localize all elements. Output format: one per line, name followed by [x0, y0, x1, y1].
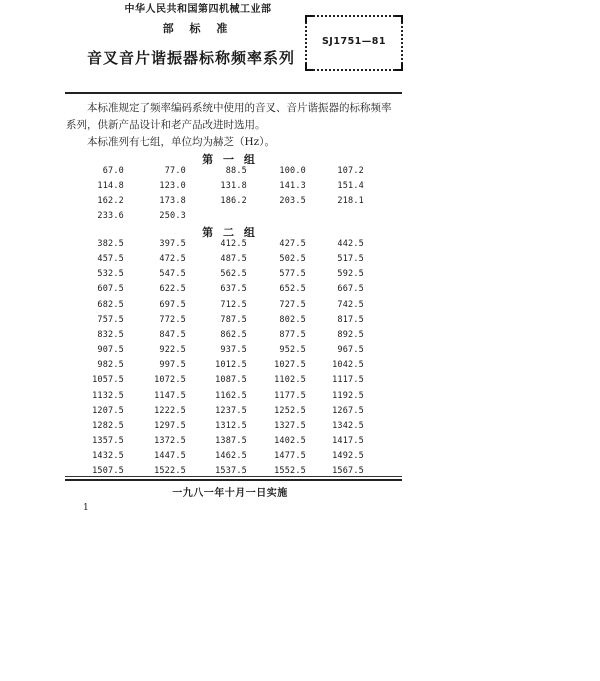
table-row: [0, 345, 600, 360]
standard-code-box: [305, 15, 403, 71]
frequency-cell: 162.2: [97, 196, 124, 207]
frequency-cell: 622.5: [159, 284, 186, 295]
frequency-cell: 1177.5: [274, 390, 306, 401]
header-rule: [65, 92, 402, 94]
table-row: [0, 391, 600, 406]
frequency-cell: 397.5: [159, 239, 186, 249]
table-row: [0, 284, 600, 299]
frequency-cell: 967.5: [337, 345, 364, 356]
frequency-cell: 233.6: [97, 211, 124, 222]
frequency-cell: 577.5: [279, 269, 306, 280]
frequency-cell: 637.5: [220, 284, 247, 295]
frequency-cell: 1237.5: [215, 405, 247, 416]
frequency-cell: 218.1: [337, 196, 364, 207]
frequency-cell: 1102.5: [274, 375, 306, 386]
frequency-cell: 1432.5: [92, 451, 124, 462]
frequency-cell: 1462.5: [215, 451, 247, 462]
frequency-cell: 652.5: [279, 284, 306, 295]
frequency-cell: 1132.5: [92, 390, 124, 401]
footer-rule: [65, 476, 402, 477]
table-row: [0, 239, 600, 254]
frequency-cell: 877.5: [279, 329, 306, 340]
frequency-cell: 412.5: [220, 239, 247, 249]
table-row: [0, 269, 600, 284]
frequency-cell: 1192.5: [332, 390, 364, 401]
frequency-cell: 712.5: [220, 299, 247, 310]
table-row: [0, 330, 600, 345]
corner-mark: [395, 63, 403, 71]
frequency-cell: 1312.5: [215, 420, 247, 431]
units-paragraph: [66, 134, 406, 151]
frequency-cell: 1162.5: [215, 390, 247, 401]
frequency-cell: 832.5: [97, 329, 124, 340]
frequency-cell: 1372.5: [154, 435, 186, 446]
frequency-cell: 982.5: [97, 360, 124, 371]
intro-paragraph: [66, 100, 406, 134]
intro-line-2: 系列，供新产品设计和老产品改进时选用。: [66, 119, 266, 131]
footer-rule-2: [65, 479, 402, 481]
frequency-cell: 88.5: [225, 166, 247, 176]
frequency-cell: 1042.5: [332, 360, 364, 371]
frequency-cell: 100.0: [279, 166, 306, 176]
standard-type: 部 标 准: [162, 22, 234, 35]
table-row: [0, 196, 600, 211]
effective-date: 一九八一年十月一日实施: [172, 488, 288, 499]
table-row: [0, 254, 600, 269]
frequency-cell: 173.8: [159, 196, 186, 207]
frequency-cell: 907.5: [97, 345, 124, 356]
table-row: [0, 421, 600, 436]
frequency-cell: 787.5: [220, 314, 247, 325]
frequency-cell: 250.3: [159, 211, 186, 222]
frequency-cell: 922.5: [159, 345, 186, 356]
frequency-cell: 457.5: [97, 254, 124, 265]
corner-mark: [305, 63, 313, 71]
frequency-cell: 547.5: [159, 269, 186, 280]
frequency-cell: 1342.5: [332, 420, 364, 431]
frequency-cell: 1387.5: [215, 435, 247, 446]
table-row: [0, 360, 600, 375]
frequency-cell: 1447.5: [154, 451, 186, 462]
frequency-cell: 592.5: [337, 269, 364, 280]
frequency-cell: 517.5: [337, 254, 364, 265]
frequency-cell: 757.5: [97, 314, 124, 325]
frequency-cell: 382.5: [97, 239, 124, 249]
group-2-title: 第 二 组: [202, 226, 258, 239]
frequency-cell: 1222.5: [154, 405, 186, 416]
frequency-cell: 141.3: [279, 181, 306, 192]
corner-mark: [305, 15, 313, 23]
intro-line-1: 本标准规定了频率编码系统中使用的音叉、音片谐振器的标称频率: [87, 102, 392, 114]
frequency-cell: 1117.5: [332, 375, 364, 386]
frequency-cell: 1027.5: [274, 360, 306, 371]
frequency-cell: 847.5: [159, 329, 186, 340]
frequency-cell: 1057.5: [92, 375, 124, 386]
frequency-cell: 1567.5: [332, 466, 364, 477]
frequency-cell: 1552.5: [274, 466, 306, 477]
frequency-cell: 1327.5: [274, 420, 306, 431]
frequency-cell: 532.5: [97, 269, 124, 280]
frequency-cell: 1492.5: [332, 451, 364, 462]
frequency-cell: 502.5: [279, 254, 306, 265]
frequency-cell: 802.5: [279, 314, 306, 325]
frequency-cell: 682.5: [97, 299, 124, 310]
page-number: 1: [83, 503, 89, 513]
document-title: 音叉音片谐振器标称频率系列: [86, 49, 295, 67]
frequency-cell: 114.8: [97, 181, 124, 192]
frequency-cell: 427.5: [279, 239, 306, 249]
table-row: [0, 181, 600, 196]
frequency-cell: 1012.5: [215, 360, 247, 371]
frequency-cell: 131.8: [220, 181, 247, 192]
frequency-cell: 1072.5: [154, 375, 186, 386]
frequency-cell: 1537.5: [215, 466, 247, 477]
table-row: [0, 406, 600, 421]
frequency-cell: 123.0: [159, 181, 186, 192]
frequency-cell: 1207.5: [92, 405, 124, 416]
frequency-cell: 1252.5: [274, 405, 306, 416]
frequency-cell: 186.2: [220, 196, 247, 207]
frequency-cell: 727.5: [279, 299, 306, 310]
table-row: [0, 451, 600, 466]
table-row: [0, 436, 600, 451]
group-1-title: 第 一 组: [202, 153, 258, 166]
frequency-cell: 67.0: [102, 166, 124, 176]
corner-mark: [395, 15, 403, 23]
table-row: [0, 211, 600, 226]
frequency-cell: 1267.5: [332, 405, 364, 416]
frequency-cell: 1402.5: [274, 435, 306, 446]
frequency-cell: 472.5: [159, 254, 186, 265]
frequency-cell: 952.5: [279, 345, 306, 356]
frequency-cell: 487.5: [220, 254, 247, 265]
units-text: 本标准列有七组，单位均为赫芝（Hz）。: [87, 136, 275, 148]
frequency-cell: 817.5: [337, 314, 364, 325]
frequency-cell: 697.5: [159, 299, 186, 310]
frequency-cell: 742.5: [337, 299, 364, 310]
frequency-cell: 77.0: [164, 166, 186, 176]
frequency-cell: 772.5: [159, 314, 186, 325]
frequency-cell: 1477.5: [274, 451, 306, 462]
frequency-cell: 1522.5: [154, 466, 186, 477]
frequency-cell: 1417.5: [332, 435, 364, 446]
frequency-cell: 1147.5: [154, 390, 186, 401]
frequency-cell: 607.5: [97, 284, 124, 295]
frequency-cell: 203.5: [279, 196, 306, 207]
frequency-cell: 107.2: [337, 166, 364, 176]
frequency-cell: 997.5: [159, 360, 186, 371]
frequency-cell: 442.5: [337, 239, 364, 249]
ministry-name: 中华人民共和国第四机械工业部: [124, 4, 272, 15]
frequency-cell: 862.5: [220, 329, 247, 340]
table-row: [0, 300, 600, 315]
frequency-cell: 937.5: [220, 345, 247, 356]
frequency-cell: 562.5: [220, 269, 247, 280]
frequency-cell: 1357.5: [92, 435, 124, 446]
table-row: [0, 166, 600, 181]
frequency-cell: 892.5: [337, 329, 364, 340]
frequency-cell: 1282.5: [92, 420, 124, 431]
frequency-cell: 1297.5: [154, 420, 186, 431]
frequency-cell: 151.4: [337, 181, 364, 192]
table-row: [0, 375, 600, 390]
frequency-cell: 1087.5: [215, 375, 247, 386]
frequency-cell: 667.5: [337, 284, 364, 295]
table-row: [0, 315, 600, 330]
standard-code: SJ1751—81: [321, 36, 387, 47]
frequency-cell: 1507.5: [92, 466, 124, 477]
